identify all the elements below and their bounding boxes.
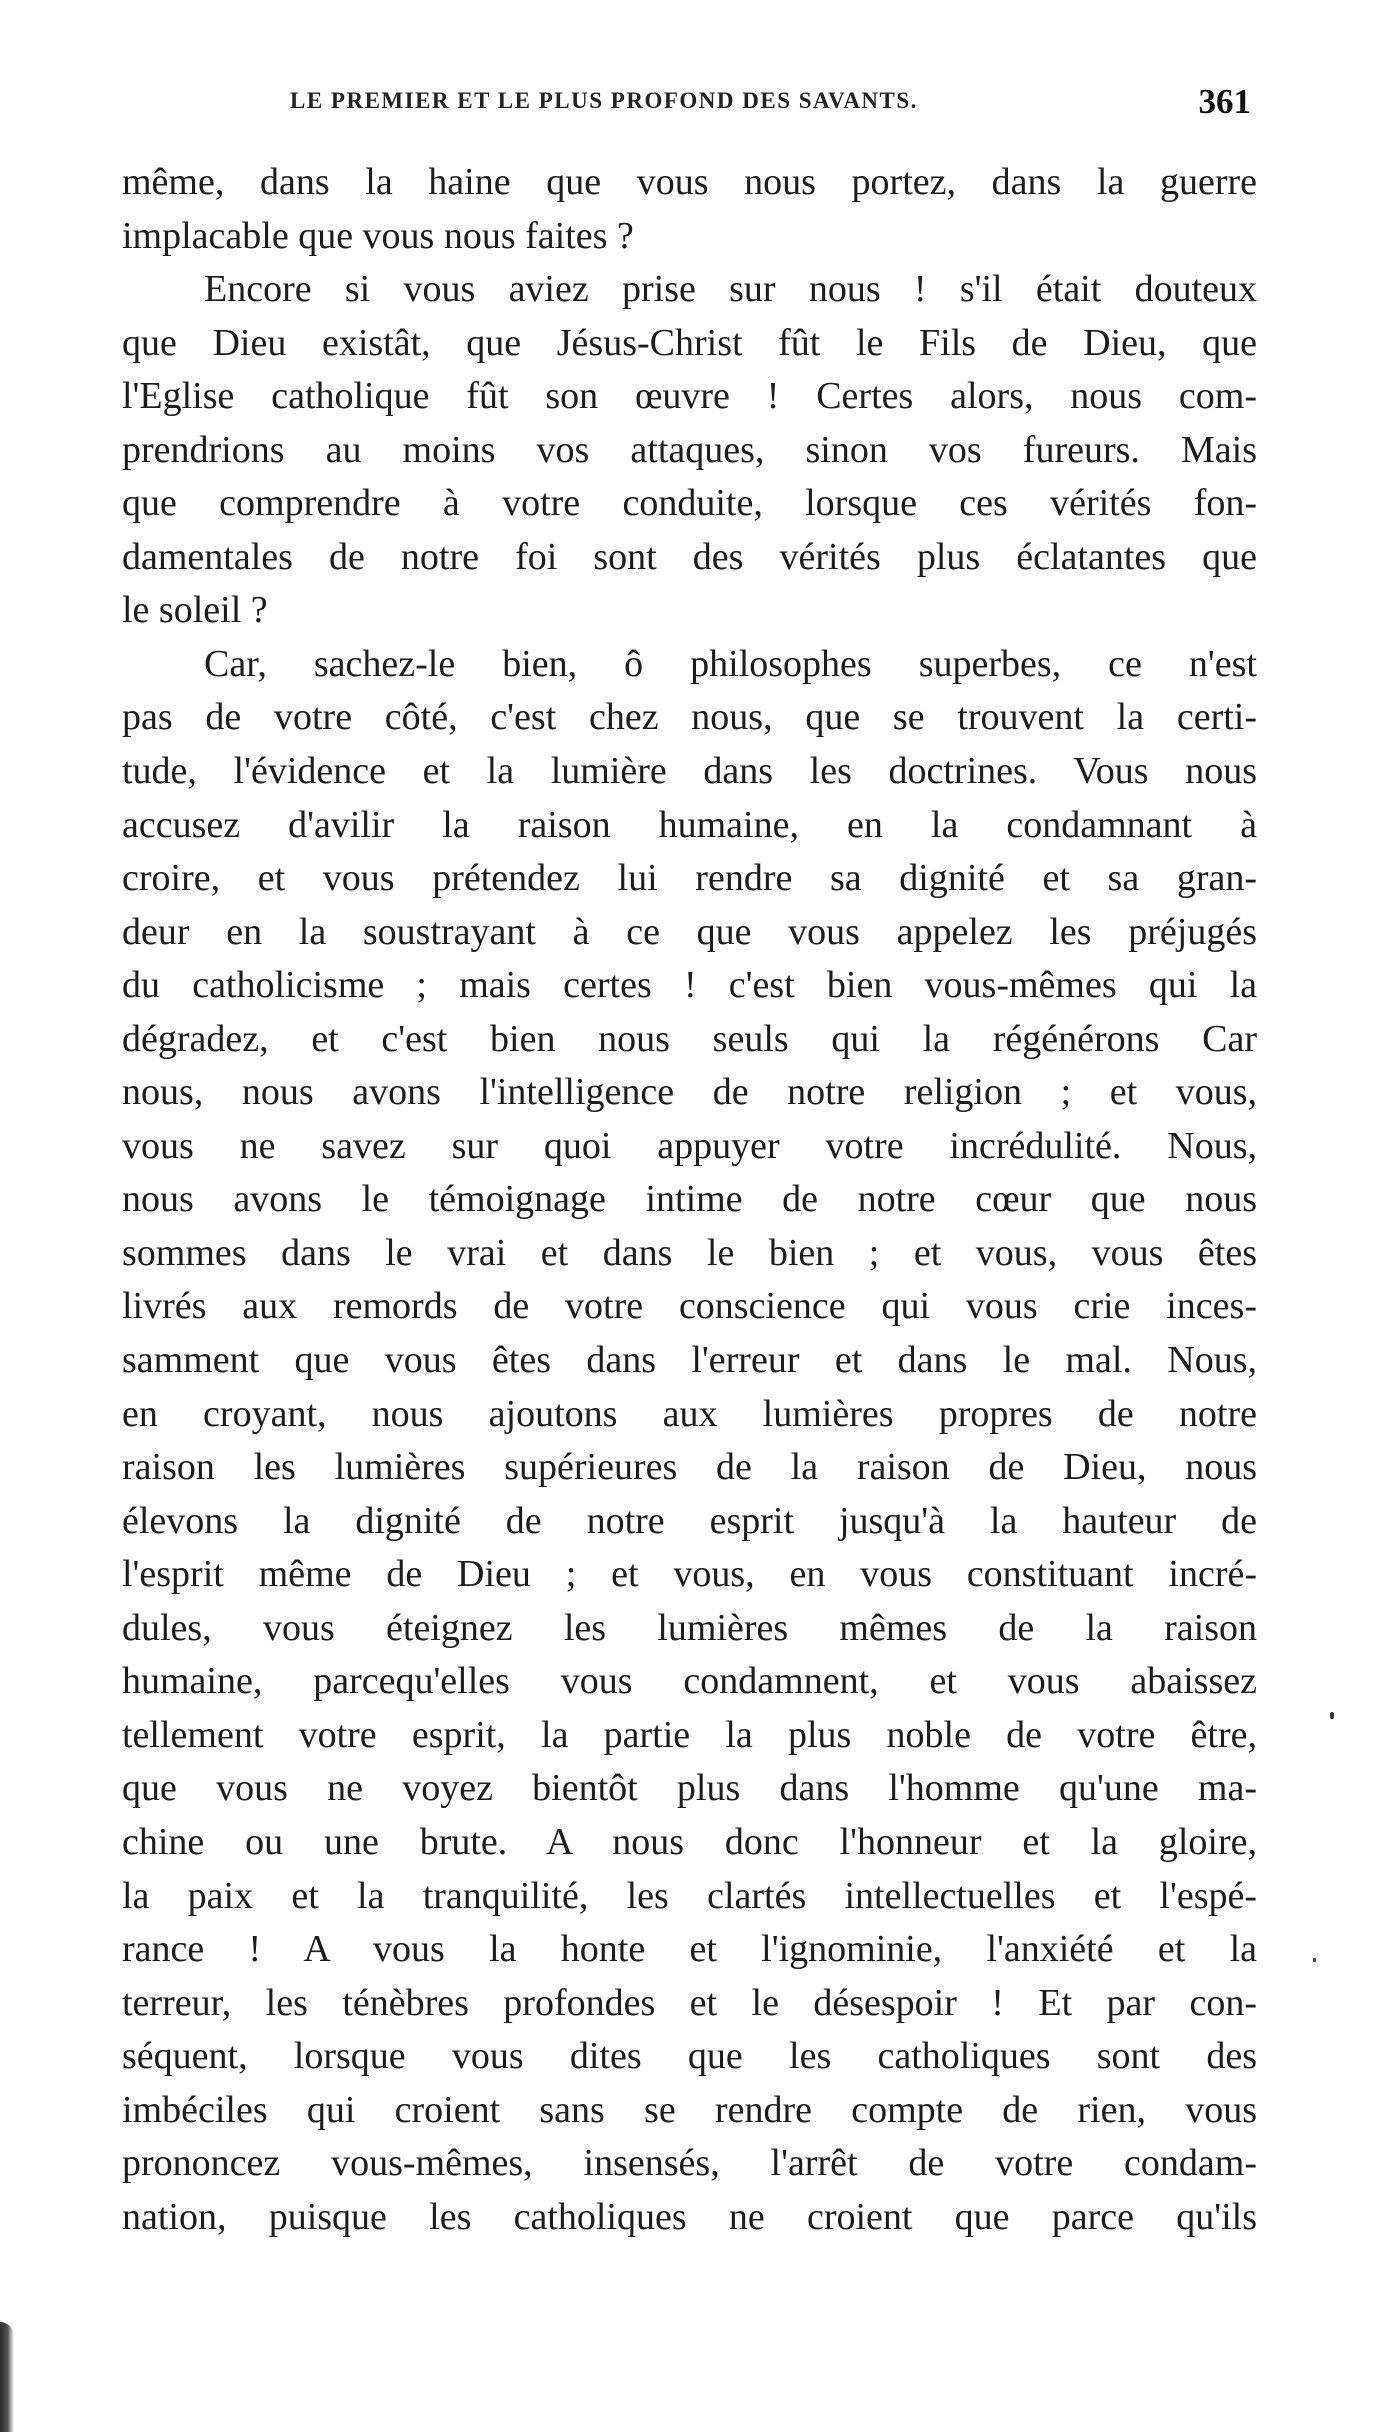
text-line: tellement votre esprit, la partie la plus noble de votre être,	[122, 1713, 1257, 1756]
text-line: nous avons le témoignage intime de notre cœur que nous	[122, 1178, 1257, 1221]
text-line: que vous ne voyez bientôt plus dans l'homme qu'une ma-	[122, 1767, 1257, 1810]
text-line: la paix et la tranquilité, les clartés intellectuelles et l'espé-	[122, 1874, 1257, 1917]
text-line: livrés aux remords de votre conscience qui vous crie inces-	[122, 1285, 1257, 1328]
text-line: prendrions au moins vos attaques, sinon vos fureurs. Mais	[122, 428, 1257, 471]
text-line: prononcez vous-mêmes, insensés, l'arrêt de votre condam-	[122, 2142, 1257, 2185]
text-line: élevons la dignité de notre esprit jusqu'à la hauteur de	[122, 1499, 1257, 1542]
text-line: le soleil ?	[122, 589, 268, 632]
scan-speck	[1313, 1958, 1316, 1962]
text-line: rance ! A vous la honte et l'ignominie, l'anxiété et la	[122, 1928, 1257, 1971]
text-line: samment que vous êtes dans l'erreur et dans le mal. Nous,	[122, 1339, 1257, 1382]
text-line: que Dieu existât, que Jésus-Christ fût le Fils de Dieu, que	[122, 321, 1257, 364]
text-line: dules, vous éteignez les lumières mêmes de la raison	[122, 1606, 1257, 1649]
text-line: croire, et vous prétendez lui rendre sa dignité et sa gran-	[122, 857, 1257, 900]
text-line: l'Eglise catholique fût son œuvre ! Certes alors, nous com-	[122, 375, 1257, 418]
text-line: imbéciles qui croient sans se rendre compte de rien, vous	[122, 2088, 1257, 2131]
body-text	[122, 156, 1257, 2244]
running-title: LE PREMIER ET LE PLUS PROFOND DES SAVANTS.	[290, 88, 918, 113]
text-line: séquent, lorsque vous dites que les catholiques sont des	[122, 2035, 1257, 2078]
paragraph-first-line: Car, sachez-le bien, ô philosophes superbes, ce n'est	[204, 642, 1257, 685]
text-line: dégradez, et c'est bien nous seuls qui la régénérons Car	[122, 1017, 1257, 1060]
text-line: en croyant, nous ajoutons aux lumières propres de notre	[122, 1392, 1257, 1435]
text-line: nous, nous avons l'intelligence de notre religion ; et vous,	[122, 1071, 1257, 1114]
text-line: sommes dans le vrai et dans le bien ; et vous, vous êtes	[122, 1231, 1257, 1274]
scan-speck	[1330, 1712, 1334, 1719]
text-line: l'esprit même de Dieu ; et vous, en vous constituant incré-	[122, 1553, 1257, 1596]
text-line: même, dans la haine que vous nous portez, dans la guerre	[122, 161, 1257, 203]
scan-edge-shadow	[0, 2322, 14, 2432]
text-line: chine ou une brute. A nous donc l'honneur et la gloire,	[122, 1820, 1257, 1863]
text-line: terreur, les ténèbres profondes et le désespoir ! Et par con-	[122, 1981, 1257, 2024]
text-line: deur en la soustrayant à ce que vous appelez les préjugés	[122, 910, 1257, 953]
text-line: du catholicisme ; mais certes ! c'est bien vous-mêmes qui la	[122, 964, 1257, 1007]
text-line: que comprendre à votre conduite, lorsque ces vérités fon-	[122, 482, 1257, 525]
text-line: vous ne savez sur quoi appuyer votre incrédulité. Nous,	[122, 1124, 1257, 1167]
paragraph-first-line: Encore si vous aviez prise sur nous ! s'il était douteux	[204, 268, 1257, 311]
running-head	[122, 82, 1257, 130]
page-number: 361	[1198, 82, 1251, 121]
text-line: nation, puisque les catholiques ne croient que parce qu'ils	[122, 2195, 1257, 2238]
text-line: accusez d'avilir la raison humaine, en la condamnant à	[122, 803, 1257, 846]
text-line: humaine, parcequ'elles vous condamnent, et vous abaissez	[122, 1660, 1257, 1703]
text-line: pas de votre côté, c'est chez nous, que se trouvent la certi-	[122, 696, 1257, 739]
text-line: raison les lumières supérieures de la raison de Dieu, nous	[122, 1446, 1257, 1489]
text-line: tude, l'évidence et la lumière dans les doctrines. Vous nous	[122, 750, 1257, 793]
text-line: damentales de notre foi sont des vérités plus éclatantes que	[122, 535, 1257, 578]
text-line: implacable que vous nous faites ?	[122, 214, 634, 257]
